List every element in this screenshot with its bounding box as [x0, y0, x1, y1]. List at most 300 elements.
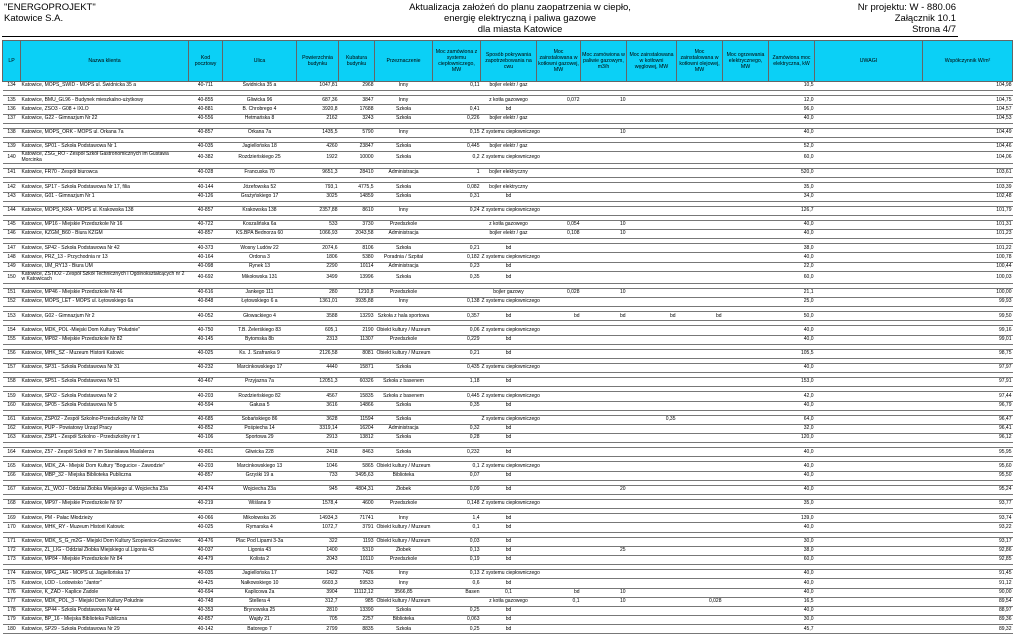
table-cell: Wajdy 21 [223, 616, 297, 625]
table-cell: 168 [3, 500, 21, 509]
table-cell: Katowice, MDK_ZA - Miejski Dom Kultury "Bogucice - Zawodzie" [21, 462, 189, 471]
table-cell: 164 [3, 448, 21, 457]
table-cell [627, 597, 677, 606]
table-cell: 1046 [297, 462, 339, 471]
table-cell: Katowice, MOPS_KRA - MOPS ul. Krakowska 138 [21, 206, 189, 215]
table-cell: 40,0 [769, 128, 815, 137]
table-body [3, 82, 1013, 634]
table-cell: Katowice, MP46 - Miejskie Przedszkole Nr 46 [21, 288, 189, 297]
table-cell: 40-144 [189, 183, 223, 192]
table-cell: Katowice, SP02 - Szkoła Podstawowa Nr 2 [21, 392, 189, 401]
table-cell: 1422 [297, 570, 339, 579]
table-cell: Marcinkowskiego 13 [223, 462, 297, 471]
table-cell: Szkoła [375, 434, 433, 443]
table-cell: Katowice, G22 - Gimnazjum Nr 22 [21, 114, 189, 123]
table-cell: 40-474 [189, 485, 223, 494]
table-cell: 1193 [339, 537, 375, 546]
table-cell [815, 570, 923, 579]
table-cell [581, 415, 627, 424]
table-cell: 40-861 [189, 448, 223, 457]
table-cell [723, 606, 769, 615]
table-row [3, 570, 1013, 579]
table-cell: 155 [3, 335, 21, 344]
table-cell: Z systemu ciepłowniczego [481, 500, 537, 509]
table-cell: 8106 [339, 244, 375, 253]
table-cell: 0,445 [433, 392, 481, 401]
table-cell [723, 349, 769, 358]
table-cell: 60,0 [769, 271, 815, 283]
table-cell: bojler gazowy [481, 288, 537, 297]
table-cell: 0,13 [433, 570, 481, 579]
table-cell: bd [481, 448, 537, 457]
table-cell: 0,435 [433, 363, 481, 372]
table-cell [723, 288, 769, 297]
table-cell: bojler elektryczny [481, 183, 537, 192]
table-cell: 59533 [339, 579, 375, 588]
table-cell: Przedszkole [375, 220, 433, 229]
table-cell [677, 434, 723, 443]
table-cell: 793,1 [297, 183, 339, 192]
table-cell: 1,4 [433, 514, 481, 523]
table-cell: Rozdzieńskiego 25 [223, 152, 297, 164]
table-cell [537, 500, 581, 509]
table-cell: 159 [3, 392, 21, 401]
table-cell: 93,22 [923, 523, 1013, 532]
table-cell: 0,1 [481, 588, 537, 597]
table-cell: 40-037 [189, 546, 223, 555]
table-cell: Z systemu ciepłowniczego [481, 326, 537, 335]
table-row [3, 424, 1013, 433]
table-cell [723, 271, 769, 283]
table-cell [433, 96, 481, 105]
table-cell: Obiekt kultury / Muzeum [375, 462, 433, 471]
table-cell: 1922 [297, 152, 339, 164]
table-cell: 38,0 [769, 244, 815, 253]
table-cell [677, 128, 723, 137]
table-cell: 8081 [339, 349, 375, 358]
table-cell [581, 152, 627, 164]
table-cell: Katowice, ZL_LIG - Oddział Żłobka Miejskiego ul.Ligonia 43 [21, 546, 189, 555]
table-row [3, 523, 1013, 532]
table-cell: 0,15 [433, 128, 481, 137]
table-cell: 40,0 [769, 570, 815, 579]
table-cell: Żłobek [375, 546, 433, 555]
table-cell [815, 128, 923, 137]
table-cell [627, 424, 677, 433]
table-cell: 10 [581, 96, 627, 105]
table-row [3, 415, 1013, 424]
table-cell: 3920,8 [297, 105, 339, 114]
table-cell [537, 142, 581, 151]
table-cell [815, 82, 923, 91]
table-cell [627, 471, 677, 480]
table-cell [815, 500, 923, 509]
table-cell [677, 392, 723, 401]
table-cell: Marcinkowskiego 17 [223, 363, 297, 372]
table-cell: 5380 [339, 253, 375, 262]
table-cell [677, 415, 723, 424]
table-cell: bojler elektr / gaz [481, 142, 537, 151]
table-cell: 10 [581, 588, 627, 597]
table-cell [815, 262, 923, 271]
column-header: Moc zainstalowana w kotłowni gazowej, MW [537, 41, 581, 82]
table-cell [677, 298, 723, 307]
table-cell: B. Chrobrego 4 [223, 105, 297, 114]
table-cell: 42,0 [769, 392, 815, 401]
table-cell: 100,44 [923, 262, 1013, 271]
table-row [3, 288, 1013, 297]
table-row [3, 485, 1013, 494]
table-cell [677, 462, 723, 471]
table-cell [677, 335, 723, 344]
column-header: Moc zainstalowana w kotłowni węglowej, MW [627, 41, 677, 82]
table-cell: bd [481, 105, 537, 114]
table-cell [627, 514, 677, 523]
table-cell: 90,00 [923, 588, 1013, 597]
table-cell: 0,23 [433, 262, 481, 271]
table-cell [677, 625, 723, 634]
table-cell: 0,445 [433, 142, 481, 151]
table-cell: Szkoła [375, 415, 433, 424]
table-cell: Krakowska 138 [223, 206, 297, 215]
table-cell: Stellera 4 [223, 597, 297, 606]
table-cell: Inny [375, 206, 433, 215]
table-cell [815, 588, 923, 597]
column-header: UWAGI [815, 41, 923, 82]
table-cell: 4804,31 [339, 485, 375, 494]
table-cell: 0,148 [433, 500, 481, 509]
table-cell: Katowice, PRZ_13 - Przychodnia nr 13 [21, 253, 189, 262]
table-cell [677, 96, 723, 105]
table-cell: 172 [3, 546, 21, 555]
table-cell [677, 244, 723, 253]
table-cell: 0,19 [433, 555, 481, 564]
table-cell: Katowice, MOPS_SWID - MOPS ul. Świdnicka 35 a [21, 82, 189, 91]
table-cell: Sportowa 29 [223, 434, 297, 443]
table-cell [723, 142, 769, 151]
table-cell: Biblioteka [375, 471, 433, 480]
table-cell [815, 244, 923, 253]
table-cell: 92,86 [923, 546, 1013, 555]
table-cell: Katowice, SP44 - Szkoła Podstawowa Nr 44 [21, 606, 189, 615]
table-cell [581, 271, 627, 283]
table-cell: Józefowska 52 [223, 183, 297, 192]
table-cell [815, 471, 923, 480]
table-cell: 40,0 [769, 253, 815, 262]
table-cell: Jagiellońska 17 [223, 570, 297, 579]
table-cell [581, 363, 627, 372]
table-cell [537, 606, 581, 615]
table-cell: Z systemu ciepłowniczego [481, 363, 537, 372]
table-cell: bd [481, 378, 537, 387]
table-cell: 45,7 [769, 625, 815, 634]
table-cell: bojler elektr / gaz [481, 82, 537, 91]
table-cell: 40,0 [769, 485, 815, 494]
table-cell: 2968 [339, 82, 375, 91]
table-cell: 0,063 [433, 616, 481, 625]
table-cell [677, 192, 723, 201]
table-cell [815, 424, 923, 433]
table-cell: Grażyńskiego 17 [223, 192, 297, 201]
table-cell [627, 262, 677, 271]
table-cell [627, 220, 677, 229]
table-cell [723, 378, 769, 387]
table-cell [723, 523, 769, 532]
column-header: Współczynnik W/m² [923, 41, 1013, 82]
table-cell: Przedszkole [375, 335, 433, 344]
table-cell [581, 335, 627, 344]
table-cell: Katowice, MP82 - Miejskie Przedszkole Nr 82 [21, 335, 189, 344]
table-cell: 101,23 [923, 230, 1013, 239]
table-cell [581, 378, 627, 387]
table-cell: 20 [581, 485, 627, 494]
table-cell: 40-556 [189, 114, 223, 123]
table-cell: 22,0 [769, 262, 815, 271]
table-cell: 103,61 [923, 169, 1013, 178]
table-cell [723, 537, 769, 546]
table-cell [677, 537, 723, 546]
table-cell: Gliwicka 228 [223, 448, 297, 457]
table-cell: 0,226 [433, 114, 481, 123]
table-cell: 9651,3 [297, 169, 339, 178]
table-cell: Katowice, SP17 - Szkoła Podstawowa Nr 17, filia [21, 183, 189, 192]
table-cell [723, 128, 769, 137]
table-cell: 687,36 [297, 96, 339, 105]
table-cell [815, 183, 923, 192]
table-cell [723, 326, 769, 335]
table-cell: 40-848 [189, 298, 223, 307]
table-cell: 40-857 [189, 206, 223, 215]
table-cell: Obiekt kultury / Muzeum [375, 523, 433, 532]
table-cell: Plac Pod Lipami 3-3a [223, 537, 297, 546]
column-header: Sposób pokrywania zapotrzebowania na cwu [481, 41, 537, 82]
table-cell [815, 312, 923, 321]
table-cell [723, 335, 769, 344]
table-cell: bd [481, 537, 537, 546]
table-cell: 0,07 [433, 471, 481, 480]
table-cell: 100,78 [923, 253, 1013, 262]
table-cell [537, 616, 581, 625]
table-cell [627, 625, 677, 634]
table-row [3, 230, 1013, 239]
table-cell: 0,2 [433, 152, 481, 164]
table-cell [581, 514, 627, 523]
table-cell: 2190 [339, 326, 375, 335]
table-cell: Szkoła z hala sportowa [375, 312, 433, 321]
table-cell: 126,7 [769, 206, 815, 215]
table-cell: Jagiellońska 18 [223, 142, 297, 151]
table-cell: 0,229 [433, 335, 481, 344]
table-row [3, 555, 1013, 564]
table-cell: 10 [581, 128, 627, 137]
table-cell [627, 378, 677, 387]
table-cell [677, 262, 723, 271]
table-cell: Pośpiecha 14 [223, 424, 297, 433]
table-row [3, 105, 1013, 114]
table-cell: 2074,6 [297, 244, 339, 253]
table-cell: 2357,88 [297, 206, 339, 215]
table-cell: 139 [3, 142, 21, 151]
table-cell: Orkana 7a [223, 128, 297, 137]
table-cell: bd [481, 434, 537, 443]
table-cell: 10114 [339, 262, 375, 271]
table-cell: 64,0 [769, 415, 815, 424]
table-cell: 2043,58 [339, 230, 375, 239]
table-cell: Katowice, KZGM_B60 - Biura KZGM [21, 230, 189, 239]
table-cell: 134 [3, 82, 21, 91]
table-cell: 40,0 [769, 588, 815, 597]
table-cell: Katowice, MOPS_ORK - MOPS ul. Orkana 7a [21, 128, 189, 137]
table-cell: 93,77 [923, 500, 1013, 509]
table-cell: 985 [339, 597, 375, 606]
table-cell: 157 [3, 363, 21, 372]
table-cell: 1066,93 [297, 230, 339, 239]
table-cell [537, 392, 581, 401]
table-cell: 0,182 [433, 253, 481, 262]
table-cell: 40-857 [189, 471, 223, 480]
table-cell: Katowice, SP05 - Szkoła Podstawowa Nr 5 [21, 401, 189, 410]
table-cell: bd [481, 192, 537, 201]
table-cell [581, 142, 627, 151]
table-cell: 88,97 [923, 606, 1013, 615]
table-cell: 151 [3, 288, 21, 297]
table-cell [627, 500, 677, 509]
table-cell: 0,06 [433, 326, 481, 335]
table-cell: 104,46 [923, 142, 1013, 151]
table-cell [815, 230, 923, 239]
table-cell [627, 288, 677, 297]
table-cell: Z systemu ciepłowniczego [481, 253, 537, 262]
table-cell: Katowice, PUP - Powiatowy Urząd Pracy [21, 424, 189, 433]
table-row [3, 448, 1013, 457]
table-cell: 0,1 [537, 597, 581, 606]
table-cell [537, 485, 581, 494]
table-cell [581, 579, 627, 588]
table-cell: bd [581, 312, 627, 321]
table-cell: 3588 [297, 312, 339, 321]
table-cell: Szkoła [375, 114, 433, 123]
table-cell [677, 349, 723, 358]
table-cell [723, 96, 769, 105]
table-cell [627, 114, 677, 123]
table-cell: 2810 [297, 606, 339, 615]
table-cell [627, 105, 677, 114]
table-cell [815, 169, 923, 178]
table-cell: Inny [375, 82, 433, 91]
table-cell: 0,24 [433, 206, 481, 215]
table-cell [433, 597, 481, 606]
table-cell [815, 253, 923, 262]
table-cell [723, 312, 769, 321]
table-cell: 1047,81 [297, 82, 339, 91]
table-row [3, 462, 1013, 471]
table-cell: Przedszkole [375, 288, 433, 297]
table-cell [537, 415, 581, 424]
header-center [380, 2, 660, 35]
table-cell: 40-373 [189, 244, 223, 253]
table-cell [723, 401, 769, 410]
table-cell: Katowice, G02 - Gimnazjum Nr 2 [21, 312, 189, 321]
table-cell: 95,60 [923, 462, 1013, 471]
header-divider [2, 36, 958, 37]
table-cell [677, 471, 723, 480]
table-cell: 178 [3, 606, 21, 615]
table-cell [581, 192, 627, 201]
table-cell [627, 82, 677, 91]
table-cell: 1210,8 [339, 288, 375, 297]
column-header: Kod pocztowy [189, 41, 223, 82]
table-cell: 96,41 [923, 424, 1013, 433]
table-cell: Z systemu ciepłowniczego [481, 570, 537, 579]
table-cell: Rynek 13 [223, 262, 297, 271]
table-cell [723, 220, 769, 229]
table-cell: 71741 [339, 514, 375, 523]
table-cell [537, 298, 581, 307]
table-cell [677, 169, 723, 178]
table-cell [723, 253, 769, 262]
table-cell [677, 579, 723, 588]
table-cell [815, 105, 923, 114]
table-cell: 40,0 [769, 335, 815, 344]
table-cell [627, 537, 677, 546]
table-cell: 40-098 [189, 262, 223, 271]
table-cell: 4440 [297, 363, 339, 372]
table-cell: 99,50 [923, 312, 1013, 321]
table-cell: 40-052 [189, 312, 223, 321]
doc-title-line-3: dla miasta Katowice [477, 24, 563, 35]
table-row [3, 206, 1013, 215]
table-row [3, 625, 1013, 634]
table-cell: 166 [3, 471, 21, 480]
table-cell [815, 142, 923, 151]
table-cell [723, 152, 769, 164]
table-cell: 93,17 [923, 537, 1013, 546]
table-cell: 40-594 [189, 401, 223, 410]
table-cell [537, 326, 581, 335]
table-cell: 17688 [339, 105, 375, 114]
table-cell: bd [481, 579, 537, 588]
table-cell: Przedszkole [375, 500, 433, 509]
table-row [3, 514, 1013, 523]
table-cell: Katowice, SP31 - Szkoła Podstawowa Nr 31 [21, 363, 189, 372]
table-cell: 705 [297, 616, 339, 625]
table-cell: Administracja [375, 169, 433, 178]
table-cell: Katowice, SP01 - Szkoła Podstawowa Nr 1 [21, 142, 189, 151]
table-cell [581, 169, 627, 178]
table-cell: bd [481, 625, 537, 634]
table-cell [723, 500, 769, 509]
project-number: Nr projektu: W - 880.06 [857, 2, 956, 13]
table-cell: 3904 [297, 588, 339, 597]
table-cell [627, 570, 677, 579]
table-cell: 40-066 [189, 514, 223, 523]
table-cell [627, 363, 677, 372]
table-cell: 945 [297, 485, 339, 494]
table-cell: 173 [3, 555, 21, 564]
table-cell: 3628 [297, 415, 339, 424]
table-cell: 3847 [339, 96, 375, 105]
table-cell [815, 220, 923, 229]
table-cell [723, 262, 769, 271]
table-cell: 98,75 [923, 349, 1013, 358]
page-label: Strona 4/7 [912, 24, 956, 35]
table-row [3, 326, 1013, 335]
table-row [3, 152, 1013, 164]
table-cell: Wiślana 9 [223, 500, 297, 509]
table-cell [677, 288, 723, 297]
table-cell: 2043 [297, 555, 339, 564]
table-cell: 2418 [297, 448, 339, 457]
